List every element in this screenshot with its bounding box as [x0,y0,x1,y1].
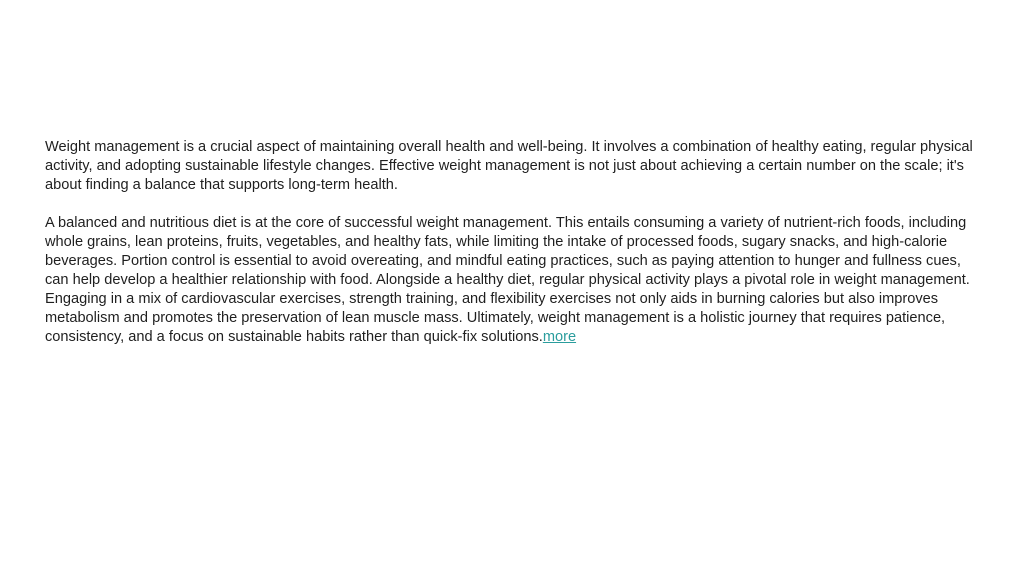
article-body [45,138,985,347]
paragraph-diet-activity [45,214,985,347]
paragraph-intro [45,138,985,195]
more-link[interactable]: more [542,329,577,345]
paragraph-diet-activity-text: A balanced and nutritious diet is at the core of successful weight management. This entails consuming a variety of nutrient-rich foods, including whole grains, lean proteins, fruits, vegetables, and healthy fats, while limiting the intake of processed foods, sugary snacks, and high-calorie beverages. Portion control is essential to avoid overeating, and mindful eating practices, such as paying attention to hunger and fullness cues, can help develop a healthier relationship with food. Alongside a healthy diet, regular physical activity plays a pivotal role in weight management. Engaging in a mix of cardiovascular exercises, strength training, and flexibility exercises not only aids in burning calories but also improves metabolism and promotes the preservation of lean muscle mass. Ultimately, weight management is a holistic journey that requires patience, consistency, and a focus on sustainable habits rather than quick-fix solutions. [45,215,970,345]
paragraph-intro-text: Weight management is a crucial aspect of maintaining overall health and well-being. It involves a combination of healthy eating, regular physical activity, and adopting sustainable lifestyle changes. Effective weight management is not just about achieving a certain number on the scale; it's about finding a balance that supports long-term health. [45,139,973,193]
